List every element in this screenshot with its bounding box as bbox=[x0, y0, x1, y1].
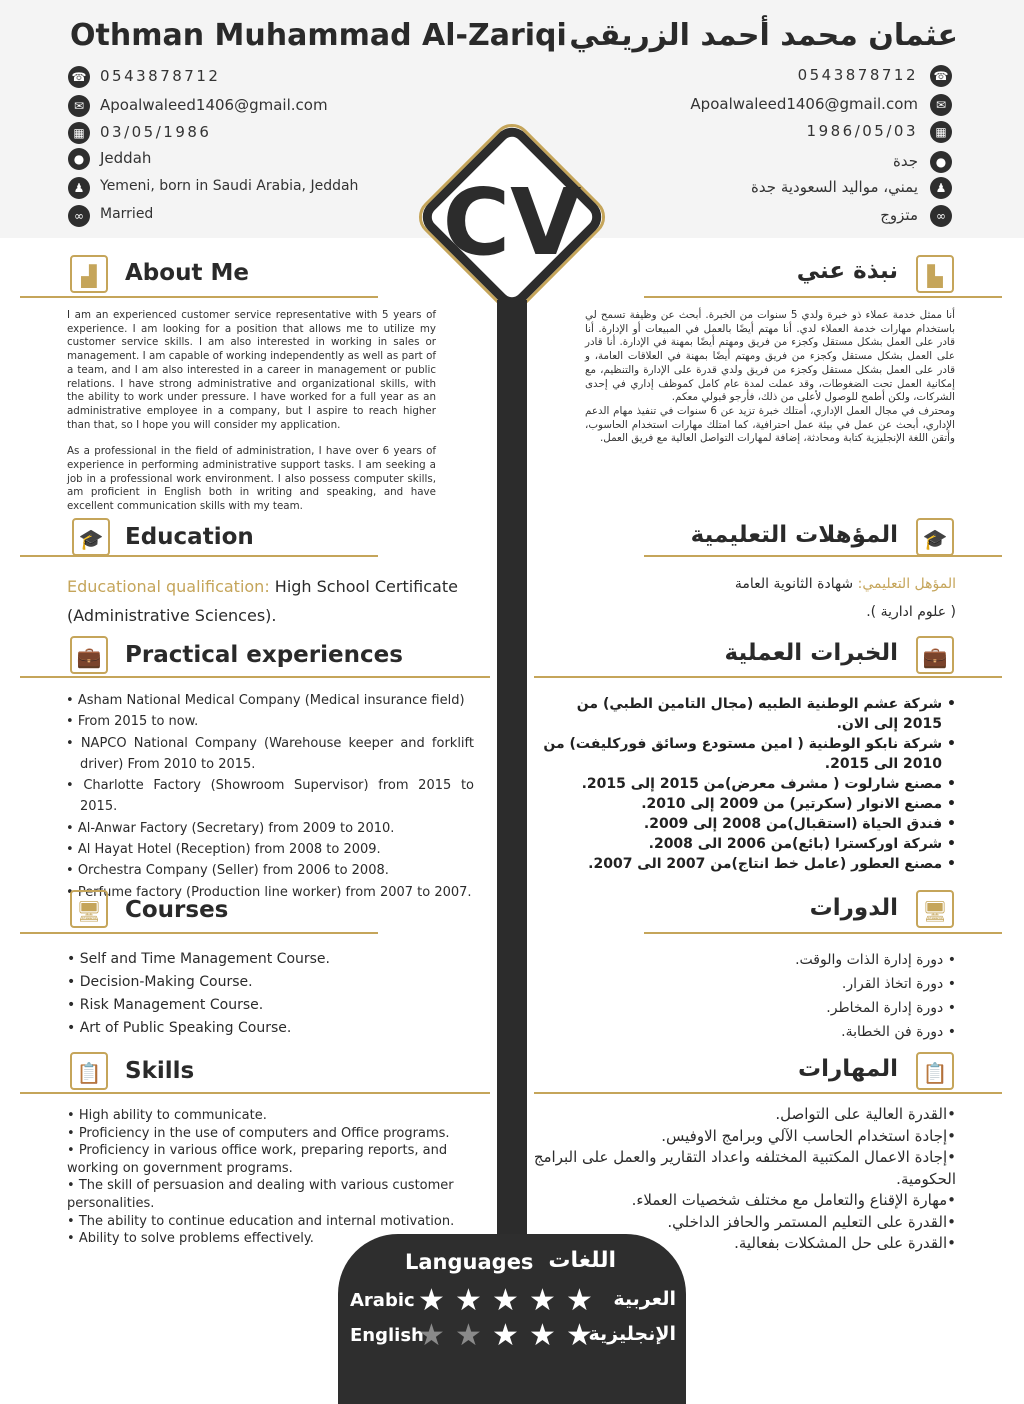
education-rule-ar bbox=[644, 555, 1002, 557]
rating-star: ★ bbox=[418, 1318, 445, 1353]
language-name-en: English bbox=[350, 1325, 424, 1346]
phone-icon: ☎ bbox=[930, 65, 952, 87]
experience-item-text: Orchestra Company (Seller) from 2006 to 2008. bbox=[77, 863, 389, 879]
course-item-text: Decision-Making Course. bbox=[79, 974, 253, 990]
contact-value-en: Apoalwaleed1406@gmail.com bbox=[100, 96, 328, 114]
person-icon: ♟ bbox=[930, 177, 952, 199]
skill-item bbox=[67, 1125, 492, 1143]
bullet: • bbox=[66, 842, 78, 858]
rating-star: ★ bbox=[566, 1283, 593, 1318]
bullet: • bbox=[67, 1178, 79, 1194]
cv-badge-text: CV bbox=[442, 169, 582, 276]
bullet: • bbox=[67, 1143, 79, 1159]
bullet: • bbox=[942, 696, 956, 712]
bullet: • bbox=[942, 836, 956, 852]
calendar-icon: ▦ bbox=[68, 122, 90, 144]
bullet: • bbox=[942, 776, 956, 792]
course-item bbox=[67, 1017, 467, 1040]
contact-value-ar: 0543878712 bbox=[797, 66, 918, 84]
skill-item-ar-text: إجادة الاعمال المكتبية المختلفه واعداد التقارير والعمل على البرامج الحكومية. bbox=[533, 1148, 956, 1188]
skills-title-ar: المهارات bbox=[798, 1056, 898, 1082]
course-item-ar bbox=[626, 996, 956, 1020]
experience-item bbox=[66, 860, 474, 881]
phone-icon: ☎ bbox=[68, 66, 90, 88]
course-item-ar bbox=[626, 972, 956, 996]
bullet: • bbox=[943, 1000, 956, 1016]
course-item bbox=[67, 994, 467, 1017]
skill-item-text: High ability to communicate. bbox=[78, 1108, 267, 1123]
skill-item-text: The skill of persuasion and dealing with various customer personalities. bbox=[67, 1178, 454, 1211]
experience-item-text: From 2015 to now. bbox=[77, 714, 199, 730]
bullet: • bbox=[943, 976, 956, 992]
rating-star: ★ bbox=[529, 1283, 556, 1318]
skills-title-en: Skills bbox=[125, 1058, 195, 1084]
about-paragraph-ar-2: ومحترف في مجال العمل الإداري، أمتلك خبرة تزيد عن 6 سنوات في تنفيذ مهام الدعم الإداري، أبحث عن عمل في بيئة عمل احترافية، كما امتلك مهارات استخدام الحاسوب، وأتقن اللغة الإنجليزية كتابة ومحادثة، إضافة لمهارات التواصل العالية مع فريق العمل. bbox=[585, 404, 955, 445]
course-item-text: Self and Time Management Course. bbox=[79, 951, 330, 967]
languages-title-ar: اللغات bbox=[548, 1248, 616, 1273]
contact-value-en: 0543878712 bbox=[100, 67, 221, 85]
growth-chart-icon: ▟ bbox=[70, 255, 108, 293]
skill-item bbox=[67, 1213, 492, 1231]
bullet: • bbox=[67, 1108, 79, 1123]
education-value-ar: شهادة الثانوية العامة bbox=[734, 576, 858, 592]
bullet: • bbox=[942, 796, 956, 812]
about-text-en bbox=[67, 309, 436, 514]
bullet: • bbox=[942, 816, 956, 832]
skill-item-ar-text: إجادة استخدام الحاسب الآلي وبرامج الاوفيس. bbox=[661, 1126, 948, 1145]
skill-item-ar bbox=[526, 1147, 956, 1190]
bullet: • bbox=[942, 856, 956, 872]
experience-item-ar bbox=[536, 734, 956, 774]
checklist-icon: 📋 bbox=[916, 1052, 954, 1090]
education-title-en: Education bbox=[125, 524, 254, 550]
bullet: • bbox=[947, 1212, 956, 1231]
bullet: • bbox=[67, 1213, 79, 1229]
rating-star: ★ bbox=[566, 1318, 593, 1353]
briefcase-icon: 💼 bbox=[70, 636, 108, 674]
about-title-ar: نبذة عني bbox=[796, 258, 898, 284]
education-text-ar bbox=[626, 570, 956, 626]
courses-list-ar bbox=[626, 948, 956, 1044]
experience-item-ar bbox=[536, 834, 956, 854]
about-paragraph-ar-1: أنا ممثل خدمة عملاء ذو خبرة ولدي 5 سنوات من الخبرة. أبحث عن وظيفة تسمح لي باستخدام مهارات خدمة العملاء لدي. أنا مهتم أيضًا بالعمل في المبيعات أو الإدارة. أنا قادر على العمل بشكل مستقل وكجزء من فريق ومهتم أيضًا بمهنة في الإدارة. أنا قادر على العمل بشكل مستقل وكجزء من فريق ومهتم أيضًا بمهنة في العلاقات العامة، و قادر على العمل بشكل مستقل وكجزء من فريق ولدي قدرة على الإدارة والتنظيم، مع إمكانية العمل تحت الضغوطات، وقد عملت لمدة عام كامل كموظف إداري في إحدى الشركات، ولكن أطمح للوصول لأعلى من ذلك، فأرجو قبولي معكم. bbox=[585, 309, 956, 404]
education-label-en: Educational qualification: bbox=[67, 577, 270, 596]
contact-value-ar: يمني، مواليد السعودية جدة bbox=[751, 178, 918, 196]
growth-chart-icon: ▙ bbox=[916, 255, 954, 293]
experience-item-ar-text: مصنع العطور (عامل خط انتاج)من 2007 الى 2007. bbox=[588, 856, 943, 872]
education-value-ar-2: ( علوم ادارية ). bbox=[866, 604, 956, 620]
location-icon: ● bbox=[68, 148, 90, 170]
person-icon: ♟ bbox=[68, 177, 90, 199]
rating-star: ★ bbox=[529, 1318, 556, 1353]
skill-item-ar bbox=[526, 1104, 956, 1126]
calendar-icon: ▦ bbox=[930, 121, 952, 143]
experience-item-ar-text: مصنع شارلوت ( مشرف معرض)من 2015 إلى 2015. bbox=[581, 776, 943, 792]
bullet: • bbox=[67, 951, 80, 967]
experience-item bbox=[66, 711, 474, 732]
course-item bbox=[67, 971, 467, 994]
course-item-ar bbox=[626, 948, 956, 972]
course-item-ar-text: دورة إدارة الذات والوقت. bbox=[795, 952, 944, 968]
contact-value-en: Married bbox=[100, 206, 154, 222]
course-item-ar-text: دورة فن الخطابة. bbox=[841, 1024, 944, 1040]
email-icon: ✉ bbox=[68, 95, 90, 117]
email-icon: ✉ bbox=[930, 94, 952, 116]
experience-item-text: Al-Anwar Factory (Secretary) from 2009 to 2010. bbox=[77, 820, 395, 836]
contact-value-en: 03/05/1986 bbox=[100, 123, 212, 141]
about-paragraph-2: As a professional in the field of administration, I have over 6 years of experience in performing administrative support tasks. I am seeking a job in a professional work environment. I also possess computer skills, am proficient in English both in writing and speaking, and have excellent communication skills with my team. bbox=[67, 445, 436, 513]
bullet: • bbox=[67, 1020, 80, 1036]
skill-item-ar-text: مهارة الإقناع والتعامل مع مختلف شخصيات العملاء. bbox=[631, 1191, 948, 1209]
presentation-board-icon: 🖥 bbox=[70, 890, 108, 928]
bullet: • bbox=[67, 997, 80, 1013]
course-item-ar-text: دورة إدارة المخاطر. bbox=[826, 1000, 944, 1016]
name-arabic: عثمان محمد أحمد الزريقي bbox=[569, 18, 958, 53]
courses-title-en: Courses bbox=[125, 897, 229, 923]
experience-item bbox=[66, 690, 474, 711]
experience-item-ar bbox=[536, 854, 956, 874]
experience-item-ar bbox=[536, 774, 956, 794]
experience-item bbox=[66, 733, 474, 776]
skill-item-text: The ability to continue education and internal motivation. bbox=[78, 1213, 455, 1229]
skill-item bbox=[67, 1142, 492, 1177]
location-icon: ● bbox=[930, 151, 952, 173]
name-english: Othman Muhammad Al-Zariqi bbox=[70, 18, 567, 53]
languages-title-en: Languages bbox=[405, 1250, 534, 1274]
experience-title-ar: الخبرات العملية bbox=[724, 640, 898, 666]
experience-item-text: Asham National Medical Company (Medical insurance field) bbox=[77, 693, 465, 708]
skill-item-ar-text: القدرة على حل المشكلات بفعالية. bbox=[734, 1234, 948, 1252]
experience-item-text: NAPCO National Company (Warehouse keeper and forklift driver) From 2010 to 2015. bbox=[80, 735, 474, 772]
skill-item-ar-text: القدرة العالية على التواصل. bbox=[775, 1105, 948, 1123]
experience-item-text: Charlotte Factory (Showroom Supervisor) from 2015 to 2015. bbox=[80, 778, 474, 815]
rings-icon: ∞ bbox=[930, 205, 952, 227]
education-rule-en bbox=[20, 555, 378, 557]
skill-item-text: Proficiency in various office work, preparing reports, and working on government programs. bbox=[67, 1143, 448, 1176]
courses-title-ar: الدورات bbox=[809, 895, 898, 921]
experience-item-ar-text: مصنع الانوار (سكرتير) من 2009 إلى 2010. bbox=[641, 796, 943, 812]
language-name-en: Arabic bbox=[350, 1290, 415, 1311]
education-label-ar: المؤهل التعليمي: bbox=[857, 576, 956, 592]
course-item-text: Art of Public Speaking Course. bbox=[79, 1020, 292, 1036]
rating-star: ★ bbox=[455, 1283, 482, 1318]
bullet: • bbox=[947, 1234, 956, 1252]
skill-item-ar-text: القدرة على التعليم المستمر والحافز الداخلي. bbox=[667, 1212, 948, 1231]
experience-item-ar bbox=[536, 694, 956, 734]
experience-item-ar-text: شركة عشم الوطنية الطبيه (مجال التامين الطبي) من 2015 إلى الان. bbox=[576, 696, 943, 732]
experience-item-text: Perfume factory (Production line worker) from 2007 to 2007. bbox=[77, 884, 472, 900]
bullet: • bbox=[66, 820, 78, 836]
bullet: • bbox=[67, 974, 80, 990]
bullet: • bbox=[66, 863, 78, 879]
bullet: • bbox=[942, 736, 956, 752]
experience-item-ar-text: فندق الحياة (استقبال)من 2008 إلى 2009. bbox=[643, 816, 943, 832]
experience-item bbox=[66, 818, 474, 839]
education-title-ar: المؤهلات التعليمية bbox=[690, 522, 898, 548]
skills-list-en bbox=[67, 1107, 492, 1248]
experience-list-en bbox=[66, 690, 474, 903]
skill-item bbox=[67, 1177, 492, 1212]
experience-list-ar bbox=[536, 694, 956, 874]
about-rule-en bbox=[20, 296, 378, 298]
skills-list-ar bbox=[526, 1104, 956, 1255]
checklist-icon: 📋 bbox=[70, 1052, 108, 1090]
contact-value-ar: 1986/05/03 bbox=[806, 122, 918, 140]
bullet: • bbox=[67, 1125, 79, 1141]
skill-item-ar bbox=[526, 1190, 956, 1212]
skill-item-text: Ability to solve problems effectively. bbox=[78, 1231, 314, 1247]
bullet: • bbox=[943, 1024, 956, 1040]
skill-item bbox=[67, 1107, 492, 1125]
skills-rule-en bbox=[20, 1092, 490, 1094]
experience-title-en: Practical experiences bbox=[125, 642, 403, 668]
experience-item-ar bbox=[536, 814, 956, 834]
bullet: • bbox=[66, 714, 78, 730]
course-item-text: Risk Management Course. bbox=[79, 997, 264, 1013]
bullet: • bbox=[947, 1191, 956, 1209]
contact-value-ar: Apoalwaleed1406@gmail.com bbox=[690, 95, 918, 113]
bullet: • bbox=[947, 1105, 956, 1123]
language-name-ar: الإنجليزية bbox=[588, 1323, 676, 1345]
rating-star: ★ bbox=[492, 1283, 519, 1318]
bullet: • bbox=[943, 952, 956, 968]
about-title-en: About Me bbox=[125, 260, 249, 286]
experience-rule-ar bbox=[534, 676, 1002, 678]
course-item-ar bbox=[626, 1020, 956, 1044]
rings-icon: ∞ bbox=[68, 205, 90, 227]
contact-value-en: Jeddah bbox=[100, 149, 152, 167]
experience-rule-en bbox=[20, 676, 490, 678]
about-rule-ar bbox=[644, 296, 1002, 298]
bullet: • bbox=[66, 884, 78, 900]
courses-rule-en bbox=[20, 932, 378, 934]
rating-star: ★ bbox=[492, 1318, 519, 1353]
bullet: • bbox=[947, 1126, 956, 1145]
rating-star: ★ bbox=[418, 1283, 445, 1318]
graduation-cap-icon: 🎓 bbox=[916, 518, 954, 556]
about-paragraph-1: I am an experienced customer service representative with 5 years of experience. I am looking for a position that allows me to utilize my customer service skills. I am also interested in working in sales or management. I am capable of working independently as well as part of a team, and I am also interested in a career in management or public relations. I have strong administrative and organizational skills, with the ability to work under pressure. I have worked for a full year as an administrative employee in a company, but I aspire to reach higher than that, so I hope you will consider my application. bbox=[67, 309, 436, 431]
graduation-cap-icon: 🎓 bbox=[72, 518, 110, 556]
experience-item-ar bbox=[536, 794, 956, 814]
bullet: • bbox=[66, 735, 81, 751]
briefcase-icon: 💼 bbox=[916, 636, 954, 674]
courses-rule-ar bbox=[644, 932, 1002, 934]
about-text-ar bbox=[585, 309, 955, 446]
education-value-en: High School Certificate (Administrative Sciences). bbox=[67, 577, 458, 625]
contact-value-ar: جدة bbox=[892, 152, 918, 170]
course-item-ar-text: دورة اتخاذ القرار. bbox=[841, 976, 944, 992]
contact-value-en: Yemeni, born in Saudi Arabia, Jeddah bbox=[100, 178, 359, 194]
education-text-en bbox=[67, 572, 467, 630]
bullet: • bbox=[67, 1231, 79, 1247]
experience-item-ar-text: شركة نابكو الوطنية ( امين مستودع وسائق فوركليفت) من 2010 الى 2015. bbox=[543, 736, 943, 772]
bullet: • bbox=[66, 778, 84, 794]
language-name-ar: العربية bbox=[613, 1288, 676, 1310]
courses-list-en bbox=[67, 948, 467, 1040]
skill-item-ar bbox=[526, 1212, 956, 1234]
bullet: • bbox=[947, 1148, 956, 1166]
timeline-stem bbox=[497, 300, 527, 1260]
experience-item-text: Al Hayat Hotel (Reception) from 2008 to 2009. bbox=[77, 842, 381, 858]
skill-item-text: Proficiency in the use of computers and Office programs. bbox=[78, 1125, 450, 1141]
skills-rule-ar bbox=[534, 1092, 1002, 1094]
skill-item-ar bbox=[526, 1126, 956, 1148]
experience-item bbox=[66, 839, 474, 860]
rating-star: ★ bbox=[455, 1318, 482, 1353]
course-item bbox=[67, 948, 467, 971]
presentation-board-icon: 🖥 bbox=[916, 890, 954, 928]
contact-value-ar: متزوج bbox=[880, 206, 918, 224]
experience-item-ar-text: شركة اوركسترا (بائع)من 2006 الى 2008. bbox=[648, 836, 943, 852]
experience-item bbox=[66, 775, 474, 818]
bullet: • bbox=[66, 693, 78, 708]
